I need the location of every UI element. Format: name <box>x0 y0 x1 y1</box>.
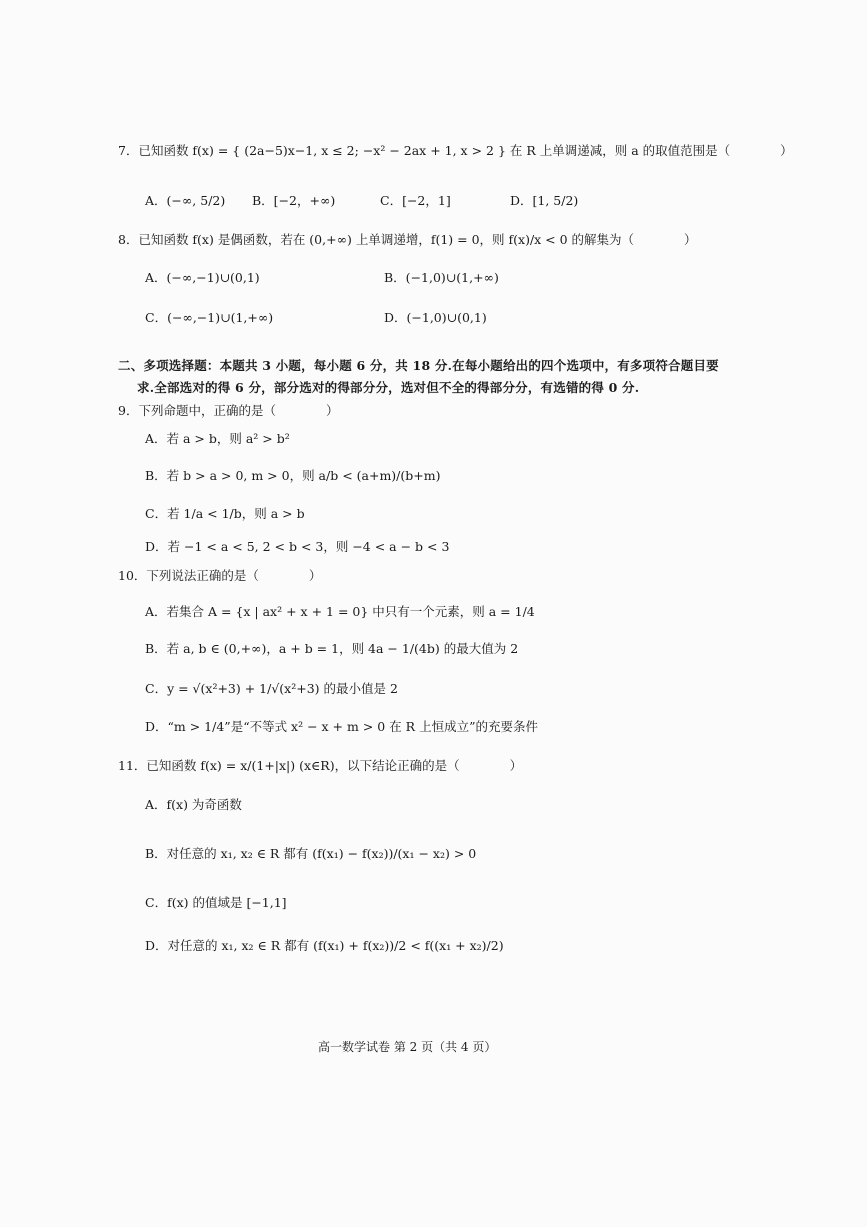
q10-option-a: A．若集合 A = {x | ax² + x + 1 = 0} 中只有一个元素，则 a = 1/4 <box>145 604 535 619</box>
q9-option-a: A．若 a > b，则 a² > b² <box>145 431 290 446</box>
q10-option-d: D．“m > 1/4”是“不等式 x² − x + m > 0 在 R 上恒成立”的充要条件 <box>145 719 538 734</box>
q8-option-d: D．(−1,0)∪(0,1) <box>384 310 487 325</box>
section-heading-line-1: 二、多项选择题：本题共 3 小题，每小题 6 分，共 18 分.在每小题给出的四个选项中，有多项符合题目要 <box>118 358 719 373</box>
q7-option-a: A．(−∞, 5/2) <box>145 193 226 208</box>
q9-option-c: C．若 1/a < 1/b，则 a > b <box>145 506 305 521</box>
q10-stem: 10．下列说法正确的是（ ） <box>118 568 322 583</box>
q9-option-d: D．若 −1 < a < 5, 2 < b < 3，则 −4 < a − b < 3 <box>145 539 450 554</box>
q7-option-c: C．[−2，1] <box>380 193 451 208</box>
q8-stem: 8．已知函数 f(x) 是偶函数，若在 (0,+∞) 上单调递增，f(1) = 0，则 f(x)/x < 0 的解集为（ ） <box>118 232 697 247</box>
q7-option-b: B．[−2，+∞) <box>252 193 336 208</box>
q11-stem: 11．已知函数 f(x) = x/(1+|x|) (x∈R)，以下结论正确的是（ ） <box>118 758 523 773</box>
q9-option-b: B．若 b > a > 0, m > 0，则 a/b < (a+m)/(b+m) <box>145 468 441 483</box>
page-footer: 高一数学试卷 第 2 页（共 4 页） <box>318 1040 497 1054</box>
q8-option-b: B．(−1,0)∪(1,+∞) <box>384 270 499 285</box>
q10-option-c: C．y = √(x²+3) + 1/√(x²+3) 的最小值是 2 <box>145 681 398 696</box>
q9-stem: 9．下列命题中，正确的是（ ） <box>118 403 339 418</box>
q10-option-b: B．若 a, b ∈ (0,+∞)，a + b = 1，则 4a − 1/(4b) 的最大值为 2 <box>145 641 519 656</box>
q7-option-d: D．[1, 5/2) <box>510 193 579 208</box>
q7-stem: 7．已知函数 f(x) = { (2a−5)x−1, x ≤ 2; −x² − 2ax + 1, x > 2 } 在 R 上单调递减，则 a 的取值范围是（ ） <box>118 143 793 158</box>
q8-option-a: A．(−∞,−1)∪(0,1) <box>145 270 260 285</box>
q8-option-c: C．(−∞,−1)∪(1,+∞) <box>145 310 274 325</box>
q11-option-b: B．对任意的 x₁, x₂ ∈ R 都有 (f(x₁) − f(x₂))/(x₁ − x₂) > 0 <box>145 846 477 861</box>
q11-option-c: C．f(x) 的值域是 [−1,1] <box>145 895 287 910</box>
section-heading-line-2: 求.全部选对的得 6 分，部分选对的得部分分，选对但不全的得部分分，有选错的得 0 分. <box>137 380 640 395</box>
q11-option-a: A．f(x) 为奇函数 <box>145 797 242 812</box>
q11-option-d: D．对任意的 x₁, x₂ ∈ R 都有 (f(x₁) + f(x₂))/2 < f((x₁ + x₂)/2) <box>145 938 504 953</box>
